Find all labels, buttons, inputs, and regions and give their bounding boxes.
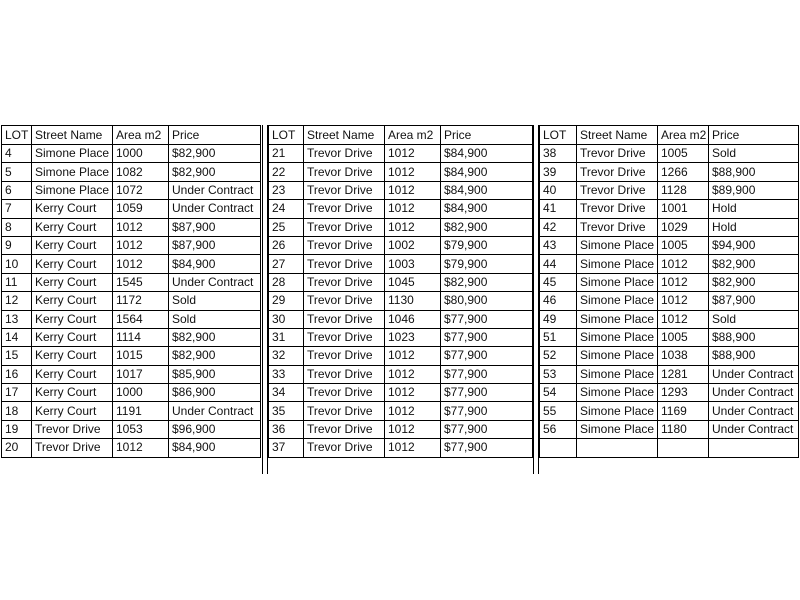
table-row — [2, 163, 261, 181]
lot-number: 21 — [269, 145, 304, 163]
street-name: Trevor Drive — [304, 145, 385, 163]
table-row — [540, 384, 799, 402]
area-m2: 1012 — [113, 255, 169, 273]
area-m2: 1281 — [658, 365, 709, 383]
area-m2: 1012 — [385, 347, 441, 365]
lots-table-2 — [268, 125, 533, 458]
table-row — [2, 347, 261, 365]
area-m2: 1012 — [385, 181, 441, 199]
table-row — [540, 145, 799, 163]
lot-number: 35 — [269, 402, 304, 420]
street-name: Trevor Drive — [304, 365, 385, 383]
lot-number: 6 — [2, 181, 32, 199]
area-m2: 1012 — [658, 310, 709, 328]
price: Under Contract — [709, 365, 799, 383]
price: $82,900 — [169, 145, 261, 163]
area-m2: 1012 — [658, 292, 709, 310]
area-m2: 1012 — [385, 145, 441, 163]
table-row — [2, 218, 261, 236]
price: Under Contract — [169, 181, 261, 199]
area-m2: 1045 — [385, 273, 441, 291]
area-m2: 1005 — [658, 236, 709, 254]
lot-number: 26 — [269, 236, 304, 254]
table-row — [2, 384, 261, 402]
lot-number: 33 — [269, 365, 304, 383]
table-row — [2, 365, 261, 383]
lot-number: 31 — [269, 328, 304, 346]
lot-number: 15 — [2, 347, 32, 365]
street-name: Trevor Drive — [577, 145, 658, 163]
lot-number: 22 — [269, 163, 304, 181]
street-name: Kerry Court — [32, 292, 113, 310]
area-m2: 1130 — [385, 292, 441, 310]
lot-number: 44 — [540, 255, 577, 273]
table-row — [269, 439, 533, 457]
area-m2: 1012 — [113, 236, 169, 254]
area-m2: 1012 — [113, 218, 169, 236]
table-row — [540, 273, 799, 291]
table-row — [2, 200, 261, 218]
table-row — [2, 255, 261, 273]
area-m2 — [658, 439, 709, 457]
price: $84,900 — [169, 439, 261, 457]
price: $80,900 — [441, 292, 533, 310]
lot-number: 54 — [540, 384, 577, 402]
price — [709, 439, 799, 457]
lot-number: 53 — [540, 365, 577, 383]
area-m2: 1005 — [658, 328, 709, 346]
table-row — [269, 255, 533, 273]
lot-number: 9 — [2, 236, 32, 254]
table-row — [540, 163, 799, 181]
lot-number: 8 — [2, 218, 32, 236]
street-name: Trevor Drive — [32, 439, 113, 457]
area-m2: 1012 — [658, 273, 709, 291]
price: Under Contract — [709, 420, 799, 438]
street-name: Trevor Drive — [304, 200, 385, 218]
area-m2: 1072 — [113, 181, 169, 199]
lot-number: 56 — [540, 420, 577, 438]
street-name: Simone Place — [577, 365, 658, 383]
lots-table — [1, 125, 261, 458]
table-row — [269, 145, 533, 163]
area-m2: 1169 — [658, 402, 709, 420]
table-row — [269, 273, 533, 291]
area-m2: 1012 — [385, 402, 441, 420]
table-row — [2, 310, 261, 328]
area-m2: 1012 — [385, 163, 441, 181]
area-m2: 1012 — [385, 439, 441, 457]
price: Hold — [709, 218, 799, 236]
lots-table-1 — [1, 125, 261, 458]
street-name: Kerry Court — [32, 347, 113, 365]
table-row — [269, 420, 533, 438]
lot-number: 12 — [2, 292, 32, 310]
header-price: Price — [441, 126, 533, 145]
street-name: Trevor Drive — [304, 439, 385, 457]
area-m2: 1564 — [113, 310, 169, 328]
street-name: Kerry Court — [32, 310, 113, 328]
street-name: Trevor Drive — [577, 163, 658, 181]
street-name — [577, 439, 658, 457]
price: Sold — [169, 310, 261, 328]
header-row — [269, 126, 533, 145]
price: $82,900 — [709, 273, 799, 291]
street-name: Simone Place — [577, 420, 658, 438]
area-m2: 1002 — [385, 236, 441, 254]
price: $77,900 — [441, 402, 533, 420]
street-name: Simone Place — [577, 273, 658, 291]
price: $86,900 — [169, 384, 261, 402]
table-row — [2, 328, 261, 346]
lot-number: 42 — [540, 218, 577, 236]
header-lot: LOT — [2, 126, 32, 145]
lots-table — [268, 125, 533, 458]
street-name: Trevor Drive — [304, 384, 385, 402]
street-name: Trevor Drive — [32, 420, 113, 438]
area-m2: 1003 — [385, 255, 441, 273]
price: $77,900 — [441, 439, 533, 457]
area-m2: 1046 — [385, 310, 441, 328]
street-name: Kerry Court — [32, 236, 113, 254]
area-m2: 1000 — [113, 145, 169, 163]
area-m2: 1012 — [385, 218, 441, 236]
area-m2: 1012 — [658, 255, 709, 273]
area-m2: 1053 — [113, 420, 169, 438]
street-name: Kerry Court — [32, 365, 113, 383]
area-m2: 1012 — [113, 439, 169, 457]
header-street-name: Street Name — [577, 126, 658, 145]
street-name: Simone Place — [577, 255, 658, 273]
street-name: Trevor Drive — [304, 218, 385, 236]
lot-number: 28 — [269, 273, 304, 291]
price: $87,900 — [169, 218, 261, 236]
lot-number: 38 — [540, 145, 577, 163]
table-row — [2, 273, 261, 291]
lot-number: 11 — [2, 273, 32, 291]
table-row — [269, 402, 533, 420]
price: $89,900 — [709, 181, 799, 199]
price: Under Contract — [169, 402, 261, 420]
area-m2: 1017 — [113, 365, 169, 383]
header-price: Price — [709, 126, 799, 145]
table-row — [540, 200, 799, 218]
table-row — [269, 163, 533, 181]
price: Under Contract — [709, 384, 799, 402]
street-name: Simone Place — [577, 236, 658, 254]
street-name: Trevor Drive — [304, 347, 385, 365]
area-m2: 1266 — [658, 163, 709, 181]
street-name: Simone Place — [577, 347, 658, 365]
lot-number: 55 — [540, 402, 577, 420]
street-name: Trevor Drive — [304, 273, 385, 291]
street-name: Simone Place — [32, 145, 113, 163]
lot-number: 10 — [2, 255, 32, 273]
lot-number: 32 — [269, 347, 304, 365]
lot-number: 27 — [269, 255, 304, 273]
table-row — [269, 365, 533, 383]
price: $84,900 — [441, 181, 533, 199]
area-m2: 1172 — [113, 292, 169, 310]
table-row — [269, 347, 533, 365]
area-m2: 1059 — [113, 200, 169, 218]
table-row — [2, 439, 261, 457]
header-lot: LOT — [540, 126, 577, 145]
price: Under Contract — [169, 273, 261, 291]
lot-number: 51 — [540, 328, 577, 346]
lot-number: 13 — [2, 310, 32, 328]
area-m2: 1000 — [113, 384, 169, 402]
lot-number: 43 — [540, 236, 577, 254]
street-name: Trevor Drive — [577, 200, 658, 218]
street-name: Kerry Court — [32, 273, 113, 291]
street-name: Kerry Court — [32, 218, 113, 236]
street-name: Trevor Drive — [304, 236, 385, 254]
price: $82,900 — [709, 255, 799, 273]
price: $88,900 — [709, 328, 799, 346]
area-m2: 1005 — [658, 145, 709, 163]
lot-number: 7 — [2, 200, 32, 218]
price: $77,900 — [441, 365, 533, 383]
lot-number: 30 — [269, 310, 304, 328]
price: $77,900 — [441, 384, 533, 402]
area-m2: 1128 — [658, 181, 709, 199]
table-row — [540, 420, 799, 438]
price: $77,900 — [441, 310, 533, 328]
street-name: Kerry Court — [32, 255, 113, 273]
price: $84,900 — [441, 145, 533, 163]
table-row — [2, 181, 261, 199]
area-m2: 1082 — [113, 163, 169, 181]
header-row — [540, 126, 799, 145]
street-name: Simone Place — [577, 384, 658, 402]
price: $82,900 — [441, 273, 533, 291]
area-m2: 1180 — [658, 420, 709, 438]
lot-number: 37 — [269, 439, 304, 457]
price: $82,900 — [441, 218, 533, 236]
street-name: Kerry Court — [32, 384, 113, 402]
lot-number: 5 — [2, 163, 32, 181]
street-name: Simone Place — [577, 402, 658, 420]
table-row — [540, 310, 799, 328]
lots-table — [539, 125, 799, 458]
price: Under Contract — [169, 200, 261, 218]
table-row — [2, 292, 261, 310]
price: $84,900 — [441, 163, 533, 181]
header-lot: LOT — [269, 126, 304, 145]
table-row — [540, 255, 799, 273]
table-row — [540, 181, 799, 199]
area-m2: 1191 — [113, 402, 169, 420]
street-name: Simone Place — [577, 328, 658, 346]
area-m2: 1114 — [113, 328, 169, 346]
lot-number: 52 — [540, 347, 577, 365]
lot-number: 39 — [540, 163, 577, 181]
header-area: Area m2 — [113, 126, 169, 145]
price: $82,900 — [169, 328, 261, 346]
street-name: Trevor Drive — [304, 181, 385, 199]
area-m2: 1012 — [385, 365, 441, 383]
lot-number: 24 — [269, 200, 304, 218]
price: Sold — [709, 145, 799, 163]
header-row — [2, 126, 261, 145]
street-name: Trevor Drive — [304, 163, 385, 181]
table-row — [540, 218, 799, 236]
table-row — [269, 292, 533, 310]
price: $77,900 — [441, 420, 533, 438]
table-row — [540, 402, 799, 420]
price: $87,900 — [709, 292, 799, 310]
area-m2: 1012 — [385, 200, 441, 218]
lot-number: 49 — [540, 310, 577, 328]
street-name: Trevor Drive — [304, 328, 385, 346]
street-name: Simone Place — [32, 163, 113, 181]
street-name: Kerry Court — [32, 200, 113, 218]
price: Under Contract — [709, 402, 799, 420]
header-price: Price — [169, 126, 261, 145]
price: $87,900 — [169, 236, 261, 254]
table-row — [540, 292, 799, 310]
street-name: Trevor Drive — [304, 402, 385, 420]
area-m2: 1038 — [658, 347, 709, 365]
lot-number: 19 — [2, 420, 32, 438]
table-row — [2, 402, 261, 420]
area-m2: 1023 — [385, 328, 441, 346]
price: $85,900 — [169, 365, 261, 383]
price: $82,900 — [169, 163, 261, 181]
price: Sold — [169, 292, 261, 310]
street-name: Kerry Court — [32, 402, 113, 420]
lot-number: 29 — [269, 292, 304, 310]
table-row — [269, 181, 533, 199]
price: Sold — [709, 310, 799, 328]
header-area: Area m2 — [658, 126, 709, 145]
lot-number: 25 — [269, 218, 304, 236]
price: $84,900 — [169, 255, 261, 273]
lot-number: 45 — [540, 273, 577, 291]
lot-number: 4 — [2, 145, 32, 163]
lot-number: 14 — [2, 328, 32, 346]
price: $77,900 — [441, 328, 533, 346]
table-row — [2, 236, 261, 254]
price: $79,900 — [441, 236, 533, 254]
price: $96,900 — [169, 420, 261, 438]
area-m2: 1545 — [113, 273, 169, 291]
price: $88,900 — [709, 163, 799, 181]
price: $88,900 — [709, 347, 799, 365]
table-row — [269, 218, 533, 236]
lot-number: 41 — [540, 200, 577, 218]
area-m2: 1293 — [658, 384, 709, 402]
lot-number: 20 — [2, 439, 32, 457]
table-row — [540, 439, 799, 457]
area-m2: 1015 — [113, 347, 169, 365]
street-name: Trevor Drive — [577, 181, 658, 199]
table-row — [540, 347, 799, 365]
table-row — [540, 365, 799, 383]
area-m2: 1012 — [385, 420, 441, 438]
header-street-name: Street Name — [304, 126, 385, 145]
street-name: Simone Place — [577, 310, 658, 328]
area-m2: 1012 — [385, 384, 441, 402]
area-m2: 1001 — [658, 200, 709, 218]
lot-number — [540, 439, 577, 457]
table-row — [2, 145, 261, 163]
street-name: Kerry Court — [32, 328, 113, 346]
price: $84,900 — [441, 200, 533, 218]
header-street-name: Street Name — [32, 126, 113, 145]
street-name: Simone Place — [577, 292, 658, 310]
street-name: Trevor Drive — [577, 218, 658, 236]
lot-number: 36 — [269, 420, 304, 438]
price: $94,900 — [709, 236, 799, 254]
area-m2: 1029 — [658, 218, 709, 236]
table-row — [540, 236, 799, 254]
street-name: Trevor Drive — [304, 310, 385, 328]
lot-number: 34 — [269, 384, 304, 402]
lot-number: 40 — [540, 181, 577, 199]
table-row — [2, 420, 261, 438]
table-row — [269, 384, 533, 402]
lot-number: 46 — [540, 292, 577, 310]
price: $79,900 — [441, 255, 533, 273]
lot-number: 23 — [269, 181, 304, 199]
table-row — [269, 328, 533, 346]
table-row — [269, 200, 533, 218]
lot-number: 18 — [2, 402, 32, 420]
price: $77,900 — [441, 347, 533, 365]
price: $82,900 — [169, 347, 261, 365]
table-row — [269, 236, 533, 254]
table-row — [540, 328, 799, 346]
street-name: Simone Place — [32, 181, 113, 199]
lot-number: 17 — [2, 384, 32, 402]
table-row — [269, 310, 533, 328]
lots-table-3 — [539, 125, 799, 458]
street-name: Trevor Drive — [304, 255, 385, 273]
street-name: Trevor Drive — [304, 420, 385, 438]
price: Hold — [709, 200, 799, 218]
header-area: Area m2 — [385, 126, 441, 145]
lot-number: 16 — [2, 365, 32, 383]
street-name: Trevor Drive — [304, 292, 385, 310]
